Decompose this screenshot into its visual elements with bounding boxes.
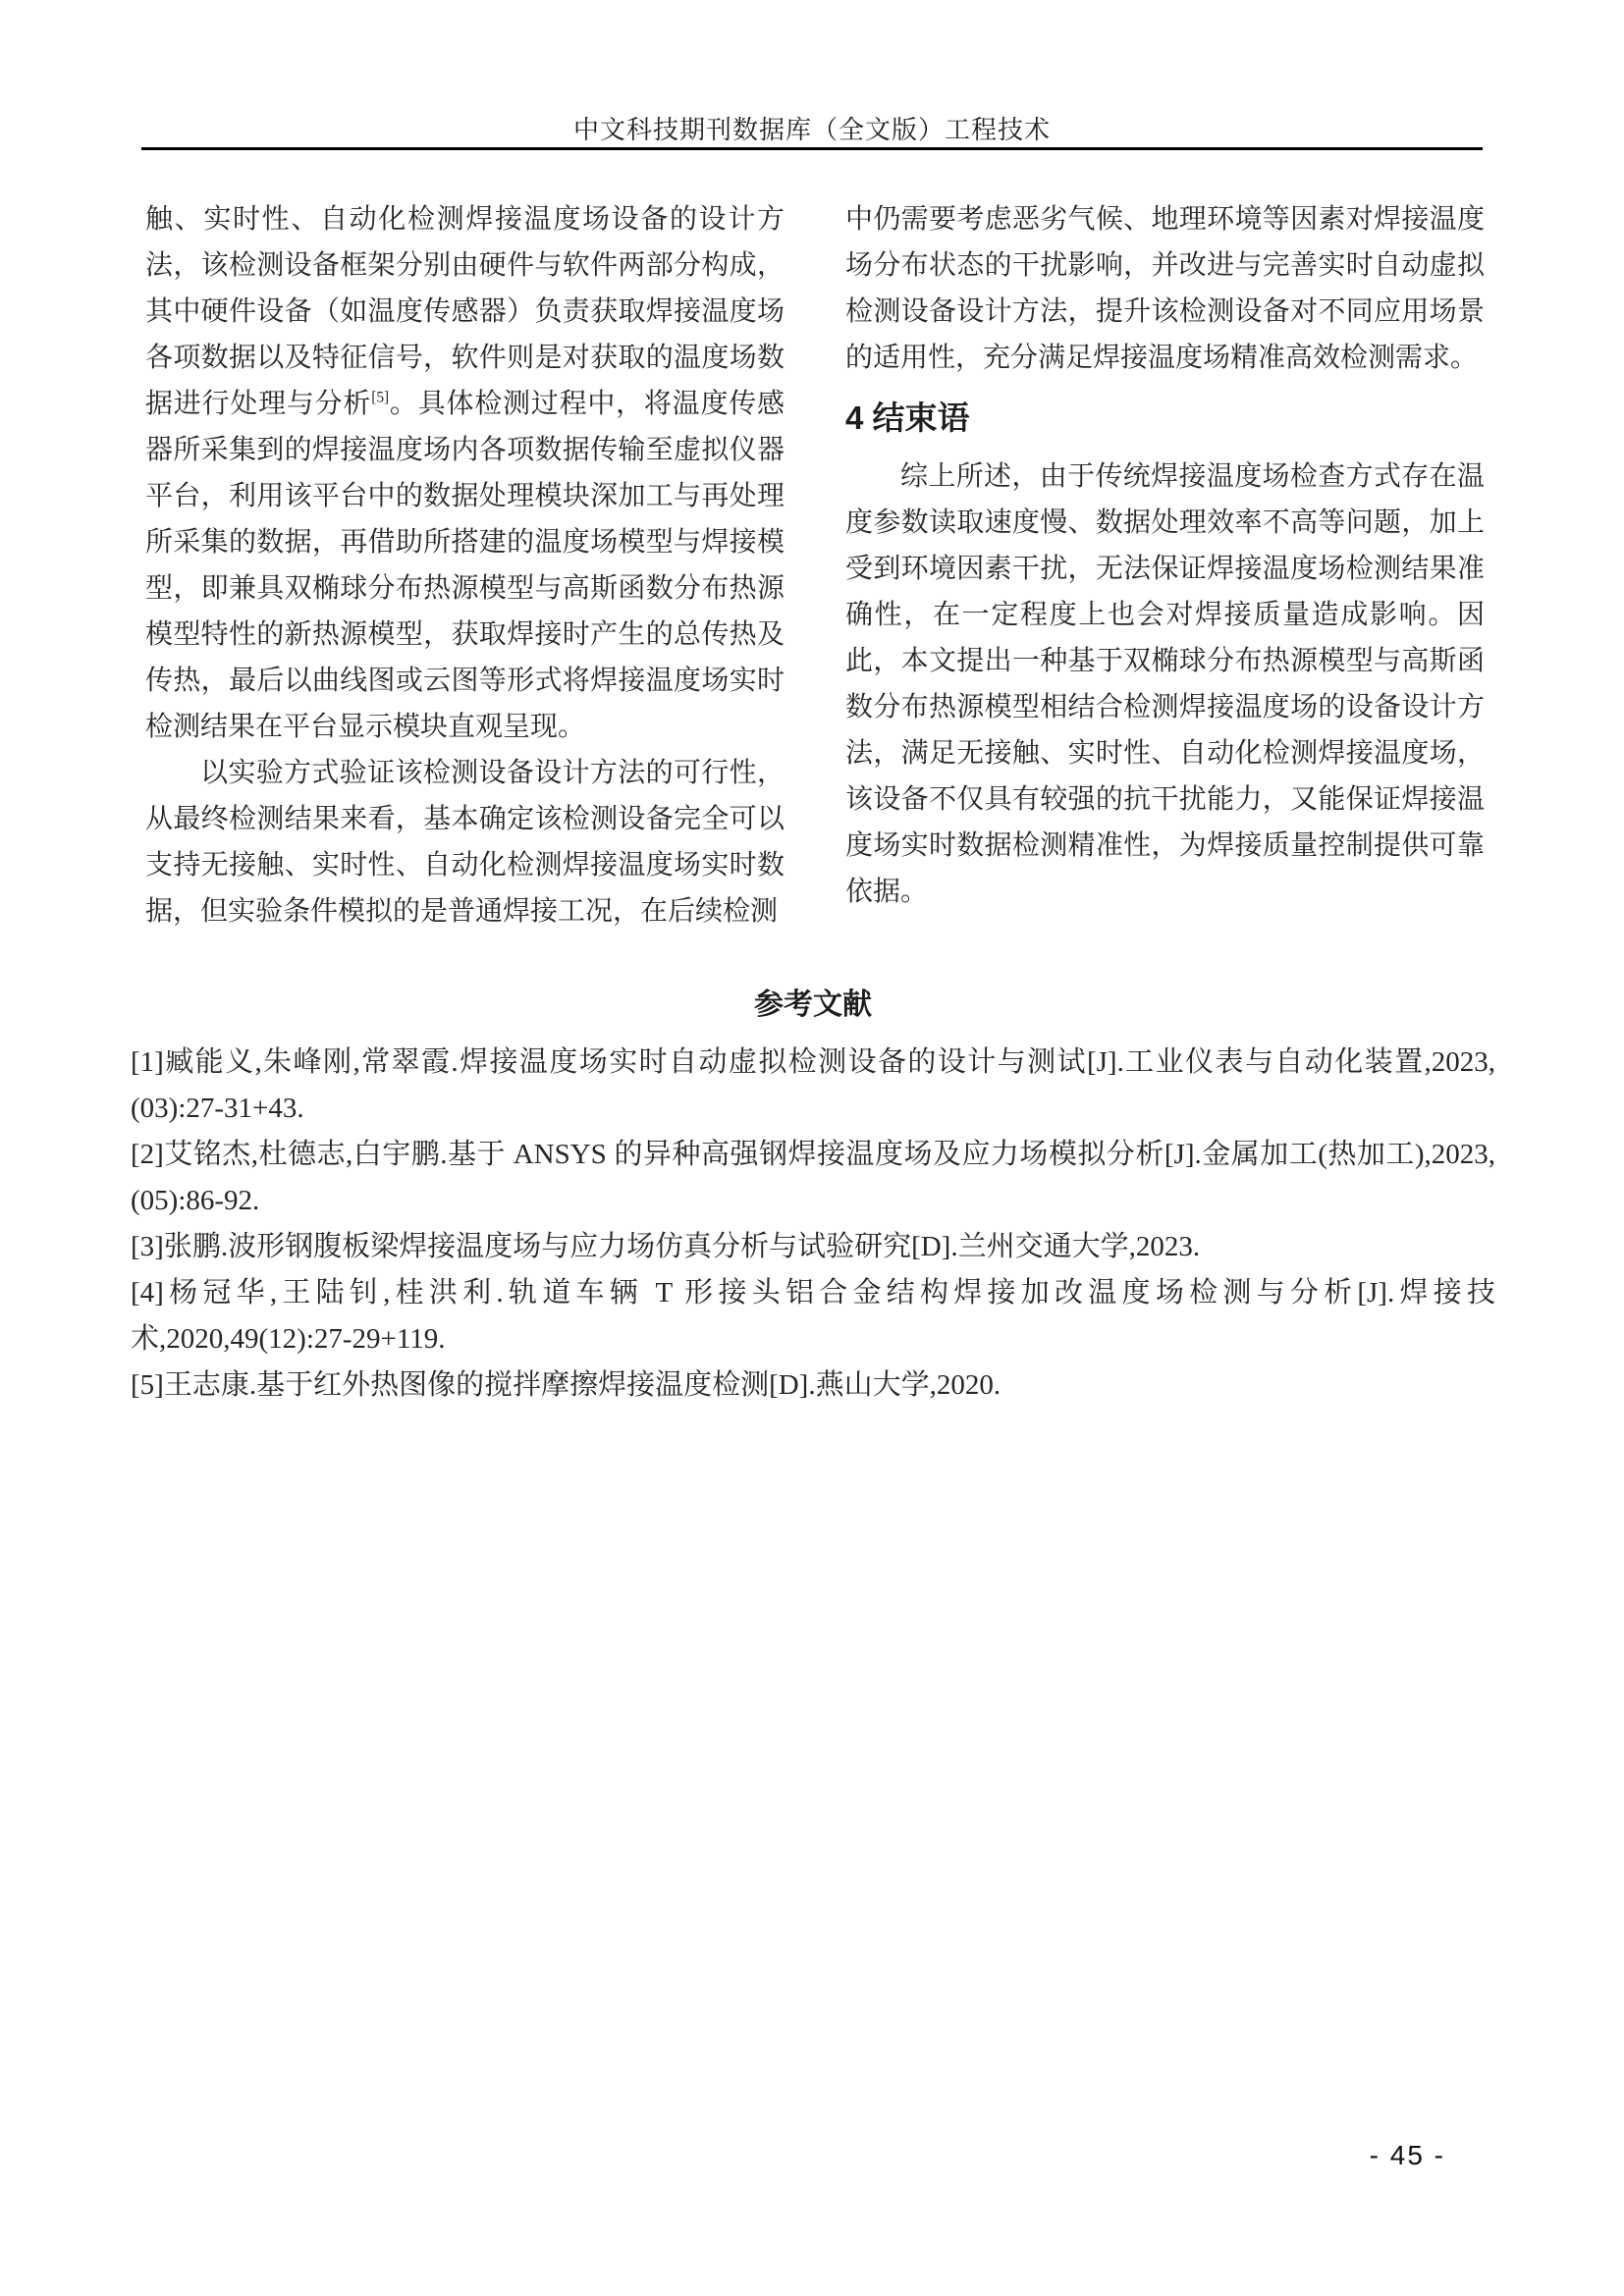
left-column xyxy=(145,196,785,934)
page-number: - 45 - xyxy=(1369,2140,1445,2170)
header-rule xyxy=(141,147,1483,150)
paragraph-experiment-validation: 以实验方式验证该检测设备设计方法的可行性，从最终检测结果来看，基本确定该检测设备完全可以支持无接触、实时性、自动化检测焊接温度场实时数据，但实验条件模拟的是普通焊接工况，在后续检测 xyxy=(145,758,785,927)
reference-item-1: [1]臧能义,朱峰刚,常翠霞.焊接温度场实时自动虚拟检测设备的设计与测试[J].工业仪表与自动化装置,2023,(03):27-31+43. xyxy=(131,1046,1495,1124)
reference-item-4: [4]杨冠华,王陆钊,桂洪利.轨道车辆 T 形接头铝合金结构焊接加改温度场检测与分析[J].焊接技术,2020,49(12):27-29+119. xyxy=(131,1277,1495,1355)
right-column xyxy=(845,196,1485,934)
section-heading-conclusion: 4 结束语 xyxy=(845,400,970,436)
paragraph-text: 触、实时性、自动化检测焊接温度场设备的设计方法，该检测设备框架分别由硬件与软件两部分构成，其中硬件设备（如温度传感器）负责获取焊接温度场各项数据以及特征信号，软件则是对获取的温度场数据进行处理与分析 xyxy=(145,204,785,419)
paragraph-environment-improvement: 中仍需要考虑恶劣气候、地理环境等因素对焊接温度场分布状态的干扰影响，并改进与完善实时自动虚拟检测设备设计方法，提升该检测设备对不同应用场景的适用性，充分满足焊接温度场精准高效检测需求。 xyxy=(845,204,1485,373)
journal-header-title: 中文科技期刊数据库（全文版）工程技术 xyxy=(572,116,1051,144)
paragraph-detection-method xyxy=(145,196,785,750)
reference-item-2: [2]艾铭杰,杜德志,白宇鹏.基于 ANSYS 的异种高强钢焊接温度场及应力场模拟分析[J].金属加工(热加工),2023,(05):86-92. xyxy=(131,1139,1495,1216)
paragraph-text: 。具体检测过程中，将温度传感器所采集到的焊接温度场内各项数据传输至虚拟仪器平台，利用该平台中的数据处理模块深加工与再处理所采集的数据，再借助所搭建的温度场模型与焊接模型，即兼具双椭球分布热源模型与高斯函数分布热源模型特性的新热源模型，获取焊接时产生的总传热及传热，最后以曲线图或云图等形式将焊接温度场实时检测结果在平台显示模块直观呈现。 xyxy=(145,389,785,742)
reference-item-5: [5]王志康.基于红外热图像的搅拌摩擦焊接温度检测[D].燕山大学,2020. xyxy=(131,1369,1001,1401)
references-section xyxy=(131,985,1495,1409)
citation-marker-5: [5] xyxy=(371,389,390,406)
article-body xyxy=(145,196,1485,934)
reference-item-3: [3]张鹏.波形钢腹板梁焊接温度场与应力场仿真分析与试验研究[D].兰州交通大学,2023. xyxy=(131,1231,1201,1262)
paragraph-conclusion: 综上所述，由于传统焊接温度场检查方式存在温度参数读取速度慢、数据处理效率不高等问题，加上受到环境因素干扰，无法保证焊接温度场检测结果准确性，在一定程度上也会对焊接质量造成影响。因此，本文提出一种基于双椭球分布热源模型与高斯函数分布热源模型相结合检测焊接温度场的设备设计方法，满足无接触、实时性、自动化检测焊接温度场，该设备不仅具有较强的抗干扰能力，又能保证焊接温度场实时数据检测精准性，为焊接质量控制提供可靠依据。 xyxy=(845,461,1485,907)
references-heading: 参考文献 xyxy=(754,988,872,1021)
